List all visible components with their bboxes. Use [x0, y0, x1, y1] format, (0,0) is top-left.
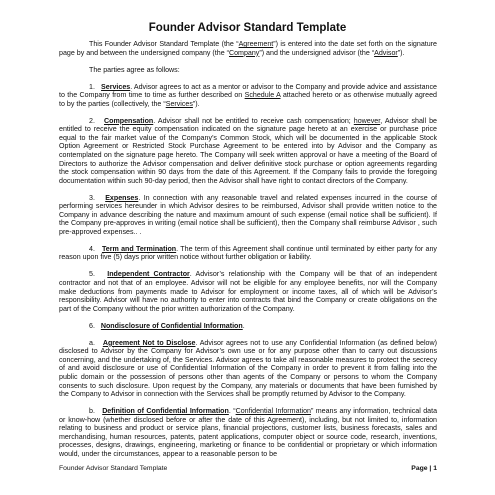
schedule-a-link[interactable]: Schedule A — [244, 91, 281, 100]
subsection-agreement-not-to-disclose: a. Agreement Not to Disclose. Advisor agrees not to use any Confidential Information (as defined below) disclosed to Advisor by the Company for Advisor’s own use or for any purpose other than to carry out discussions concerning, and the undertaking of, the Services. Advisor agrees to take all reasonable measures to protect the secrecy of and avoid disclosure or use of Confidential Information of the Company in order to prevent it from falling into the public domain or the possession of persons other than agents of the Company or persons to whom the Company consents to such disclosure. Upon request by the Company, any materials or documents that have been furnished by the Company to Advisor in connection with the Services shall be promptly returned by Advisor to the Company. — [59, 338, 437, 399]
confidential-information-term: Confidential Information — [235, 407, 311, 416]
section-nondisclosure: 6. Nondisclosure of Confidential Information. — [89, 321, 245, 330]
parties-agree-line: The parties agree as follows: — [89, 65, 180, 74]
section-heading-contractor: Independent Contractor — [107, 270, 190, 279]
subsection-definition-confidential: b. Definition of Confidential Information. “Confidential Information” means any information, technical data or know-how (whether disclosed before or after the date of this Agreement), including, but not limited to, information relating to business and product or service plans, financial projections, customer lists, business forecasts, sales and merchandising, human resources, patents, patent applications, computer object or source code, research, inventions, processes, designs, drawings, engineering, marketing or finance to be confidential or proprietary or which information would, under the circumstances, appear to a reasonable person to be — [59, 407, 438, 458]
agreement-term: Agreement — [238, 40, 274, 48]
section-heading-services: Services — [101, 82, 131, 91]
services-term: Services — [165, 99, 193, 108]
section-services: 1. Services. Advisor agrees to act as a mentor or advisor to the Company and provide advice and assistance to the Company from time to time as further described on Schedule A attached hereto or as otherwise mutually agreed to by the parties (collectively, the “Services”). — [59, 82, 437, 108]
section-compensation: 2. Compensation. Advisor shall not be entitled to receive cash compensation; however, Advisor shall be entitled to receive the equity compensation indicated on the signature page hereto at an exercise or purchase price equal to the fair market value of the Company’s Common Stock, which will be documented in the applicable Stock Option Agreement or Restricted Stock Purchase Agreement to be entered into by Advisor and the Company as contemplated on the signature page hereto. The Company will seek written approval or have a meeting of the Board of Directors to authorize the Advisor compensation and deliver definitive stock purchase or option agreements regarding the stock compensation within 90 days from the date of this Agreement. If the Company fails to provide the foregoing documentation within such 90-day period, then the Advisor shall have right to contact directors of the Company. — [59, 116, 437, 185]
subsection-heading-not-disclose: Agreement Not to Disclose — [102, 338, 196, 347]
however-term: however — [353, 116, 381, 125]
footer-document-name: Founder Advisor Standard Template — [59, 465, 168, 472]
intro-paragraph: This Founder Advisor Standard Template (the “Agreement”) is entered into the date set forth on the signature page by and between the undersigned company (the “Company”) and the undersigned advisor (the “Advisor”). — [59, 40, 437, 57]
section-term-termination: 4. Term and Termination. The term of this Agreement shall continue until terminated by either party for any reason upon five (5) days prior written notice without further obligation or liability. — [59, 244, 437, 262]
section-heading-nondisclosure: Nondisclosure of Confidential Information — [100, 321, 243, 330]
section-expenses: 3. Expenses. In connection with any reasonable travel and related expenses incurred in the course of performing services hereunder in which Advisor desires to be reimbursed, Advisor shall provide written notice to the Company in advance describing the nature and maximum amount of such expense (email notice shall be sufficient). If the Company pre-approves in writing (email notice shall be sufficient), then the Company shall reimburse Advisor , such pre-approved expenses.. . — [59, 193, 437, 236]
section-heading-term: Term and Termination — [101, 244, 177, 253]
advisor-term: Advisor — [374, 48, 398, 57]
section-heading-compensation: Compensation — [103, 116, 154, 125]
document-body — [59, 40, 437, 467]
document-title: Founder Advisor Standard Template — [148, 22, 347, 34]
footer-page-number: Page | 1 — [411, 465, 437, 472]
company-term: Company — [228, 48, 260, 57]
subsection-heading-definition: Definition of Confidential Information — [102, 407, 229, 416]
section-independent-contractor: 5. Independent Contractor. Advisor’s relationship with the Company will be that of an independent contractor and not that of an employee. Advisor will not be eligible for any employee benefits, nor will the Company make deductions from payments made to Advisor for employment or income taxes, all of which will be Advisor’s responsibility. Advisor will have no authority to enter into contracts that bind the Company or create obligations on the part of the Company without the prior written authorization of the Company. — [59, 270, 437, 313]
section-heading-expenses: Expenses — [105, 193, 139, 202]
